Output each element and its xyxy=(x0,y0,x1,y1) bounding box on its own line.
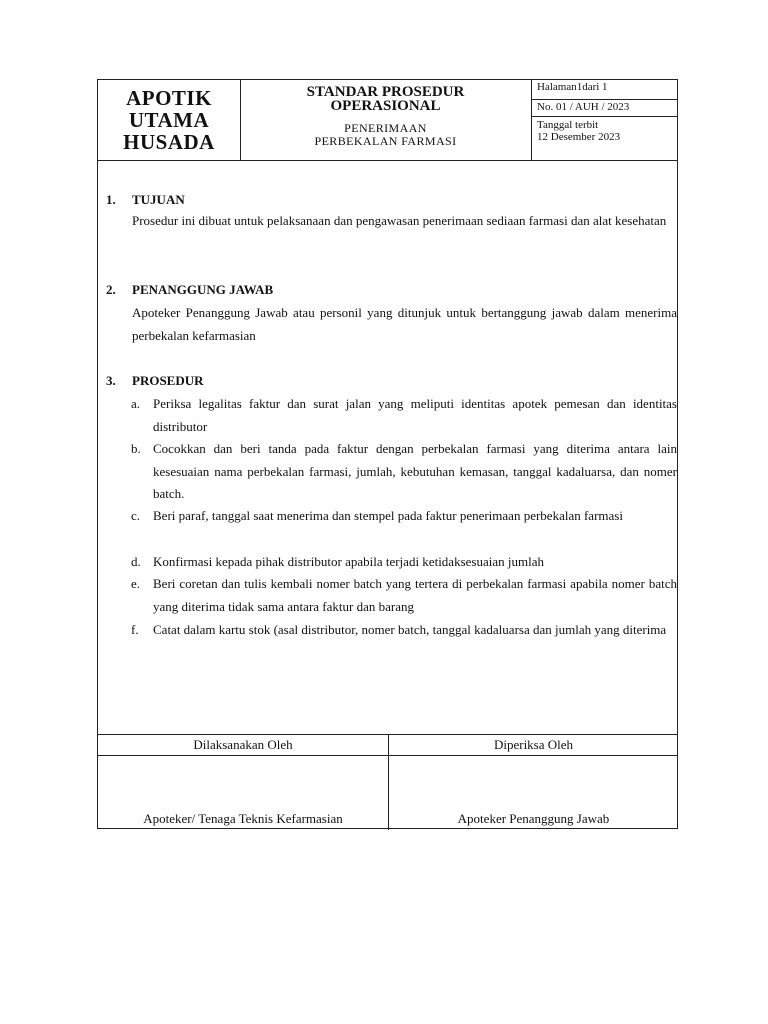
sop-document xyxy=(97,79,678,829)
step-label: e. xyxy=(131,576,141,591)
executor-role: Apoteker/ Tenaga Teknis Kefarmasian xyxy=(143,811,343,826)
procedure-step xyxy=(131,393,677,438)
step-text: Catat dalam kartu stok (asal distributor, nomer batch, tanggal kadaluarsa dan jumlah yang diterima xyxy=(153,622,667,637)
section-title: PROSEDUR xyxy=(132,373,204,388)
step-label: b. xyxy=(131,441,141,456)
sop-title-cell xyxy=(240,80,532,160)
step-text: Beri paraf, tanggal saat menerima dan stempel pada faktur penerimaan perbekalan farmasi xyxy=(153,508,623,523)
section-heading-tujuan xyxy=(106,192,185,208)
step-text: Beri coretan dan tulis kembali nomer batch yang tertera di perbekalan farmasi apabila nomer batch yang diterima tidak sama antara faktur dan barang xyxy=(153,576,677,614)
section-heading-prosedur xyxy=(106,373,204,389)
step-label: c. xyxy=(131,508,141,523)
procedure-step xyxy=(131,573,677,618)
sop-heading xyxy=(240,85,531,113)
section-text-penanggung-jawab: Apoteker Penanggung Jawab atau personil yang ditunjuk untuk bertanggung jawab dalam menerima perbekalan kefarmasian xyxy=(132,305,677,343)
document-number: No. 01 / AUH / 2023 xyxy=(531,100,678,117)
issue-date-block xyxy=(531,119,678,143)
section-text-tujuan: Prosedur ini dibuat untuk pelaksanaan dan pengawasan penerimaan sediaan farmasi dan alat kesehatan xyxy=(132,213,667,228)
step-label: f. xyxy=(131,622,139,637)
section-title: TUJUAN xyxy=(132,192,185,207)
issue-date-value: 12 Desember 2023 xyxy=(537,131,621,143)
section-number: 2. xyxy=(106,282,116,297)
sop-heading-line-1: STANDAR PROSEDUR xyxy=(306,84,465,100)
issue-date-label: Tanggal terbit xyxy=(537,119,599,131)
procedure-step xyxy=(131,619,677,642)
executed-by-heading: Dilaksanakan Oleh xyxy=(193,737,293,752)
checker-role: Apoteker Penanggung Jawab xyxy=(457,811,610,826)
step-text: Periksa legalitas faktur dan surat jalan yang meliputi identitas apotek pemesan dan identitas distributor xyxy=(153,396,677,434)
section-title: PENANGGUNG JAWAB xyxy=(132,282,274,297)
procedure-title xyxy=(240,122,531,148)
procedure-step xyxy=(131,438,677,506)
page-number: Halaman1dari 1 xyxy=(531,81,678,100)
step-text: Cocokkan dan beri tanda pada faktur dengan perbekalan farmasi yang diterima antara lain kesesuaian nama perbekalan farmasi, jumlah, kebutuhan kemasan, tanggal kadaluarsa, dan nomer batch. xyxy=(153,441,677,501)
org-name-line-2: UTAMA xyxy=(128,108,210,132)
checked-by-heading: Diperiksa Oleh xyxy=(493,737,574,752)
step-text: Konfirmasi kepada pihak distributor apabila terjadi ketidaksesuaian jumlah xyxy=(153,554,544,569)
procedure-step xyxy=(131,505,677,528)
procedure-title-line-1: PENERIMAAN xyxy=(344,121,427,135)
section-number: 1. xyxy=(106,192,116,207)
procedure-title-line-2: PERBEKALAN FARMASI xyxy=(314,134,457,148)
org-name-line-1: APOTIK xyxy=(126,86,212,110)
organization-name xyxy=(123,87,215,153)
step-label: d. xyxy=(131,554,141,569)
org-name-line-3: HUSADA xyxy=(123,130,215,154)
section-number: 3. xyxy=(106,373,116,388)
procedure-step xyxy=(131,551,677,574)
document-meta-cell xyxy=(531,80,678,160)
step-label: a. xyxy=(131,396,141,411)
organization-cell xyxy=(98,80,241,160)
document-header xyxy=(98,80,677,161)
section-heading-penanggung-jawab xyxy=(106,282,273,298)
sop-heading-line-2: OPERASIONAL xyxy=(330,98,441,114)
signature-table xyxy=(98,734,677,830)
